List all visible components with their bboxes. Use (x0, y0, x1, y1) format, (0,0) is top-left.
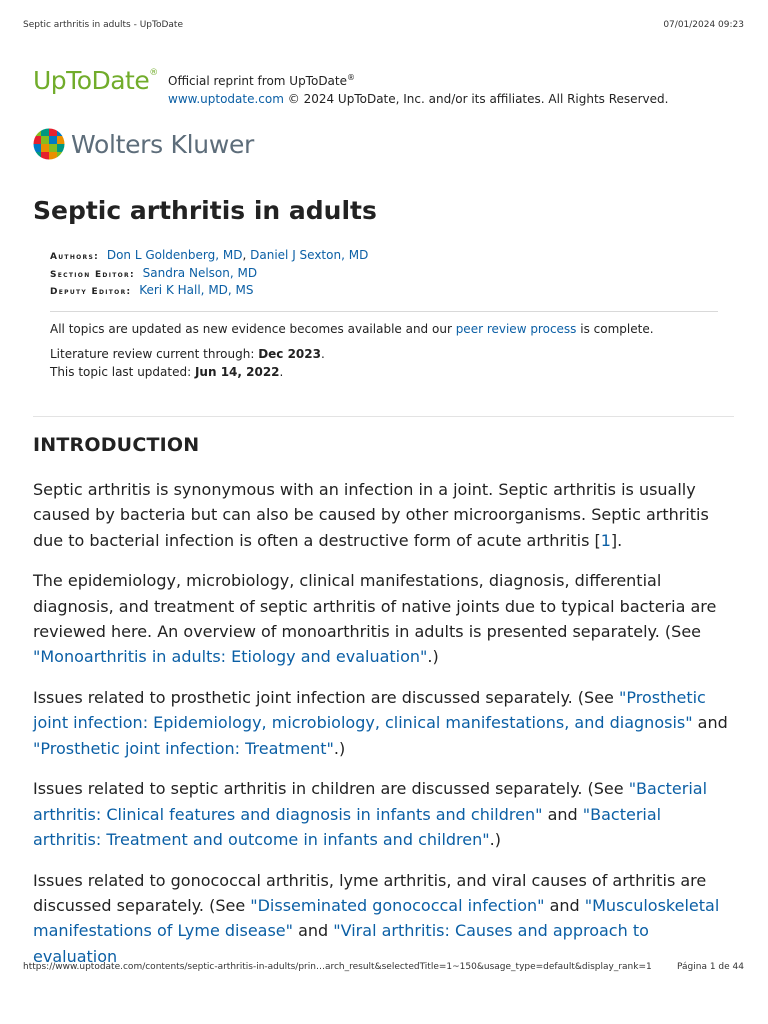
intro-paragraph-4: Issues related to septic arthritis in children are discussed separately. (See "Bacterial arthritis: Clinical features and diagnosis in infants and children" and "Bacterial arthritis: Treatment and outcome in infants and children".) (33, 779, 708, 850)
section-divider (33, 416, 734, 417)
lyme-disease-link[interactable]: "Musculoskeletal manifestations of Lyme disease" (33, 896, 720, 941)
monoarthritis-topic-link[interactable]: "Monoarthritis in adults: Etiology and evaluation" (33, 647, 428, 667)
bacterial-arthritis-treatment-link[interactable]: "Bacterial arthritis: Treatment and outcome in infants and children" (33, 804, 662, 850)
print-header-title: Septic arthritis in adults - UpToDate (23, 20, 184, 30)
deputy-editor-row (50, 282, 718, 300)
literature-review-date: Literature review current through: Dec 2023. (50, 346, 325, 361)
copyright-text: © 2024 UpToDate, Inc. and/or its affiliates. All Rights Reserved. (283, 92, 669, 106)
viral-arthritis-link[interactable]: "Viral arthritis: Causes and approach to evaluation (33, 921, 649, 966)
gonococcal-infection-link[interactable]: "Disseminated gonococcal infection" (250, 896, 545, 916)
reference-link-1[interactable]: 1 (600, 530, 611, 550)
uptodate-logo[interactable] (33, 66, 158, 95)
wolters-kluwer-globe-icon (33, 128, 65, 160)
section-editor-label: Section Editor: (50, 269, 135, 280)
deputy-editor-label: Deputy Editor: (50, 287, 132, 297)
deputy-editor-link[interactable]: Keri K Hall, MD, MS (139, 283, 254, 297)
bacterial-arthritis-diagnosis-link[interactable]: "Bacterial arthritis: Clinical features and diagnosis in infants and children" (33, 779, 708, 824)
article-meta (50, 247, 718, 381)
uptodate-logo-text: UpToDate (33, 66, 150, 95)
section-editor-row (50, 265, 718, 283)
uptodate-logo-reg: ® (149, 68, 158, 78)
peer-review-link[interactable]: peer review process (455, 321, 577, 336)
uptodate-url-link[interactable]: www.uptodate.com (168, 92, 284, 106)
copyright-line (168, 90, 668, 108)
authors-label: Authors: (50, 252, 99, 262)
wolters-kluwer-name: Wolters Kluwer (71, 129, 255, 159)
print-footer-page-number: Página 1 de 44 (677, 962, 744, 972)
update-notice: All topics are updated as new evidence becomes available and our peer review process is complete. (50, 321, 654, 336)
prosthetic-joint-treatment-link[interactable]: "Prosthetic joint infection: Treatment" (33, 738, 334, 758)
section-heading-introduction: INTRODUCTION (33, 434, 200, 456)
intro-paragraph-3: Issues related to prosthetic joint infection are discussed separately. (See "Prosthetic joint infection: Epidemiology, microbiology, clinical manifestations, and diagnosis" and "Prosthetic joint infection: Treatment".) (33, 688, 728, 758)
print-header-datetime: 07/01/2024 09:23 (663, 20, 744, 30)
print-footer-url: https://www.uptodate.com/contents/septic-arthritis-in-adults/prin…arch_result&selectedTitle=1~150&usage_type=default&display_rank=1 (23, 962, 652, 972)
last-updated-date: This topic last updated: Jun 14, 2022. (50, 364, 284, 379)
authors-row: Authors: Don L Goldenberg, MD, Daniel J Sexton, MD (50, 248, 369, 262)
article-title: Septic arthritis in adults (33, 196, 377, 225)
section-editor-link[interactable]: Sandra Nelson, MD (142, 265, 258, 280)
intro-paragraph-5: Issues related to gonococcal arthritis, lyme arthritis, and viral causes of arthritis are discussed separately. (See "Disseminated gonococcal infection" and "Musculoskeletal manifestations of Lyme disease" and "Viral arthritis: Causes and approach to evaluation (33, 870, 720, 966)
reprint-notice (168, 69, 668, 108)
introduction-body (33, 477, 733, 985)
prosthetic-joint-diagnosis-link[interactable]: "Prosthetic joint infection: Epidemiology, microbiology, clinical manifestations, and diagnosis" (33, 688, 706, 733)
intro-paragraph-2: The epidemiology, microbiology, clinical manifestations, diagnosis, differential diagnosis, and treatment of septic arthritis of native joints due to typical bacteria are reviewed here. An overview of monoarthritis in adults is presented separately. (See "Monoarthritis in adults: Etiology and evaluation".) (33, 571, 717, 667)
intro-paragraph-1: Septic arthritis is synonymous with an infection in a joint. Septic arthritis is usually caused by bacteria but can also be caused by other microorganisms. Septic arthritis due to bacterial infection is often a destructive form of acute arthritis [1]. (33, 480, 709, 550)
reprint-line: Official reprint from UpToDate® (168, 73, 355, 88)
wolters-kluwer-logo[interactable] (33, 127, 254, 161)
author-link-sexton[interactable]: Daniel J Sexton, MD (250, 248, 369, 262)
meta-divider (50, 311, 718, 312)
author-link-goldenberg[interactable]: Don L Goldenberg, MD (106, 248, 243, 262)
